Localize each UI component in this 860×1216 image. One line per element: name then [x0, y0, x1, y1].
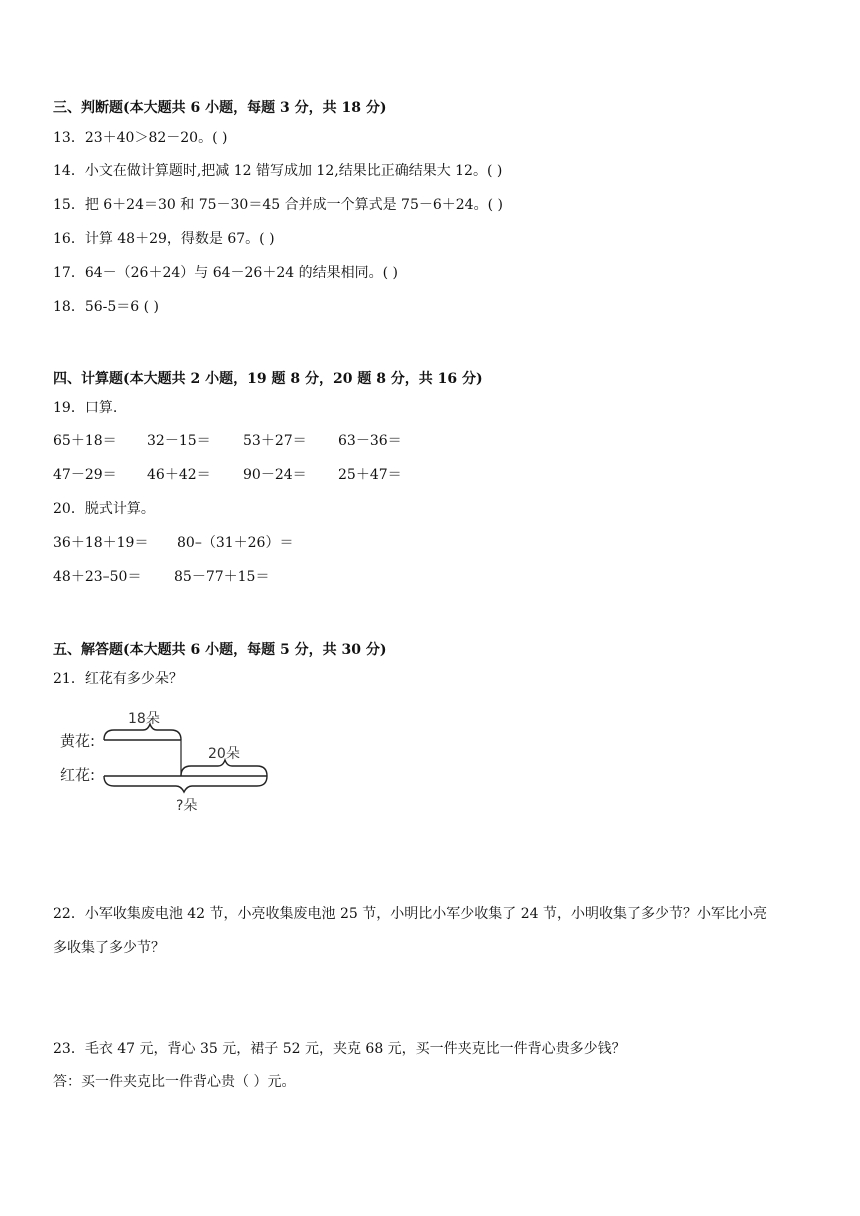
question-23: 23．毛衣 47 元，背心 35 元，裙子 52 元，夹克 68 元，买一件夹克比一件背心贵多少钱？	[53, 1041, 626, 1057]
red-flower-label: 红花:	[60, 766, 96, 784]
extra-count-label: 20朵	[208, 746, 240, 762]
question-15: 15．把 6＋24＝30 和 75－30＝45 合并成一个算式是 75－6＋24。( )	[53, 197, 503, 213]
question-21: 21．红花有多少朵？	[53, 671, 183, 687]
oral-item: 47－29＝	[53, 467, 117, 483]
oral-item: 25＋47＝	[338, 467, 402, 483]
section-5-heading: 五、解答题(本大题共 6 小题，每题 5 分，共 30 分)	[53, 642, 387, 658]
step-item: 48＋23–50＝	[53, 569, 142, 585]
question-22-line-1: 22．小军收集废电池 42 节，小亮收集废电池 25 节，小明比小军少收集了 24 节，小明收集了多少节？小军比小亮	[53, 906, 767, 922]
yellow-flower-label: 黄花:	[60, 732, 96, 750]
question-19: 19．口算.	[53, 400, 118, 416]
yellow-count-label: 18朵	[128, 711, 160, 727]
extra-brace	[181, 760, 267, 776]
total-brace	[104, 776, 267, 792]
question-14: 14．小文在做计算题时,把减 12 错写成加 12,结果比正确结果大 12。( )	[53, 163, 503, 179]
total-count-label: ?朵	[176, 798, 198, 814]
oral-item: 46＋42＝	[147, 467, 211, 483]
oral-item: 53＋27＝	[243, 433, 307, 449]
oral-item: 32－15＝	[147, 433, 211, 449]
question-20: 20．脱式计算。	[53, 501, 155, 517]
question-23-answer: 答：买一件夹克比一件背心贵（ ）元。	[53, 1074, 296, 1090]
question-17: 17．64－（26＋24）与 64－26＋24 的结果相同。( )	[53, 265, 398, 281]
step-item: 85－77＋15＝	[174, 569, 270, 585]
oral-item: 63－36＝	[338, 433, 402, 449]
line-segment-diagram	[58, 702, 288, 822]
section-4-heading: 四、计算题(本大题共 2 小题，19 题 8 分，20 题 8 分，共 16 分)	[53, 371, 483, 387]
oral-item: 65＋18＝	[53, 433, 117, 449]
question-16: 16．计算 48＋29，得数是 67。( )	[53, 231, 275, 247]
question-22-line-2: 多收集了多少节？	[53, 940, 165, 956]
question-13: 13．23＋40＞82－20。( )	[53, 130, 228, 146]
question-18: 18．56-5＝6 ( )	[53, 299, 159, 315]
section-3-heading: 三、判断题(本大题共 6 小题，每题 3 分，共 18 分)	[53, 100, 387, 116]
step-item: 80–（31＋26）＝	[177, 535, 294, 551]
oral-item: 90－24＝	[243, 467, 307, 483]
step-item: 36＋18＋19＝	[53, 535, 149, 551]
